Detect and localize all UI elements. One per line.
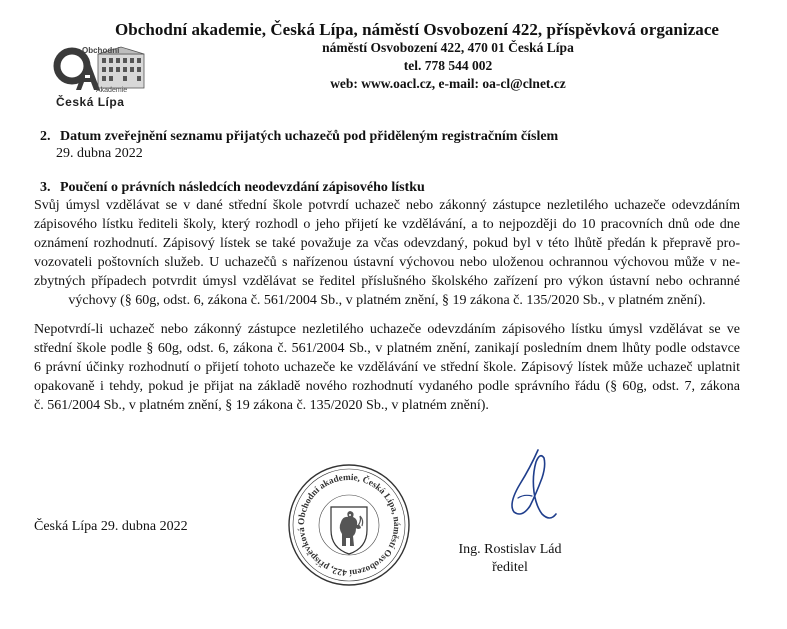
paragraph-line: Svůj úmysl vzdělávat se v dané střední škole potvrdí uchazeč nebo zákonný zástupce nezletilého uchazeče odevzdáním — [34, 198, 740, 213]
paragraph-line: výchovy (§ 60g, odst. 6, zákona č. 561/2004 Sb., v platném znění, § 19 zákona č. 135/2020 Sb., v platném znění). — [68, 293, 706, 308]
school-logo — [52, 44, 148, 110]
signature-image — [500, 448, 570, 528]
organization-title: Obchodní akademie, Česká Lípa, náměstí Osvobození 422, příspěvková organizace — [114, 20, 720, 39]
paragraph-line: střední škole podle § 60g, odst. 6, zákona č. 561/2004 Sb., v platném znění, zanikají posledním dnem lhůty podle odstavce — [34, 341, 740, 356]
section-2-title: Datum zveřejnění seznamu přijatých uchazečů pod přiděleným registračním číslem — [60, 129, 559, 144]
organization-web-email: web: www.oacl.cz, e-mail: oa-cl@clnet.cz — [330, 76, 566, 91]
section-3-number: 3. — [40, 180, 51, 195]
logo-text-middle: Akademie — [96, 87, 128, 94]
section-2-heading — [40, 129, 558, 145]
publication-date: 29. dubna 2022 — [56, 146, 143, 161]
paragraph-line: zápisového lístku řediteli školy, který rozhodl o jeho přijetí ke vzdělávání, a to nejpozději do 10 pracovních dnů ode dne — [34, 217, 740, 232]
section-2-number: 2. — [40, 129, 51, 144]
signer-name: Ing. Rostislav Lád — [458, 542, 562, 557]
place-and-date: Česká Lípa 29. dubna 2022 — [34, 519, 188, 534]
signer-role: ředitel — [492, 560, 528, 575]
section-3-heading — [40, 180, 425, 196]
paragraph-1 — [34, 196, 740, 310]
organization-phone: tel. 778 544 002 — [403, 58, 493, 73]
logo-text-bottom: Česká Lípa — [56, 95, 125, 109]
paragraph-line: vozovateli poštovních služeb. U uchazečů s nařízenou ústavní výchovou nebo uloženou ochrannou výchovou může v ne- — [34, 255, 740, 270]
logo-text-top: Obchodní — [82, 46, 120, 55]
signer-block — [455, 541, 565, 577]
section-3-title: Poučení o právních následcích neodevzdání zápisového lístku — [60, 180, 425, 195]
paragraph-line: opakovaně i tehdy, pokud je přijat na základě nového rozhodnutí vydaného podle správního řádu (§ 60g, odst. 7, zákona — [34, 379, 740, 394]
paragraph-line: č. 561/2004 Sb., v platném znění, § 19 zákona č. 135/2020 Sb., v platném znění). — [34, 398, 489, 413]
paragraph-2 — [34, 320, 740, 415]
paragraph-line: oznámení rozhodnutí. Zápisový lístek se také považuje za včas odevzdaný, pokud byl v této lhůtě předán k přepravě pro- — [34, 236, 740, 251]
paragraph-line: 6 právní účinky rozhodnutí o přijetí tohoto uchazeče ke vzdělávání ve střední škole. Zápisový lístek může uchazeč uplatnit — [34, 360, 740, 375]
paragraph-line: zbytných případech potvrdit úmysl vzdělávat se ředitel příslušného školského zařízení pro výkon ústavní nebo ochranné — [34, 274, 740, 289]
official-stamp — [286, 462, 412, 588]
stamp-ring-text: Obchodní akademie, Česká Lípa, náměstí Osvobození 422, příspěvková — [295, 471, 403, 579]
organization-address: náměstí Osvobození 422, 470 01 Česká Lípa — [322, 40, 574, 55]
paragraph-line: Nepotvrdí-li uchazeč nebo zákonný zástupce nezletilého uchazeče odevzdáním zápisového lístku úmysl vzdělávat se ve — [34, 322, 740, 337]
